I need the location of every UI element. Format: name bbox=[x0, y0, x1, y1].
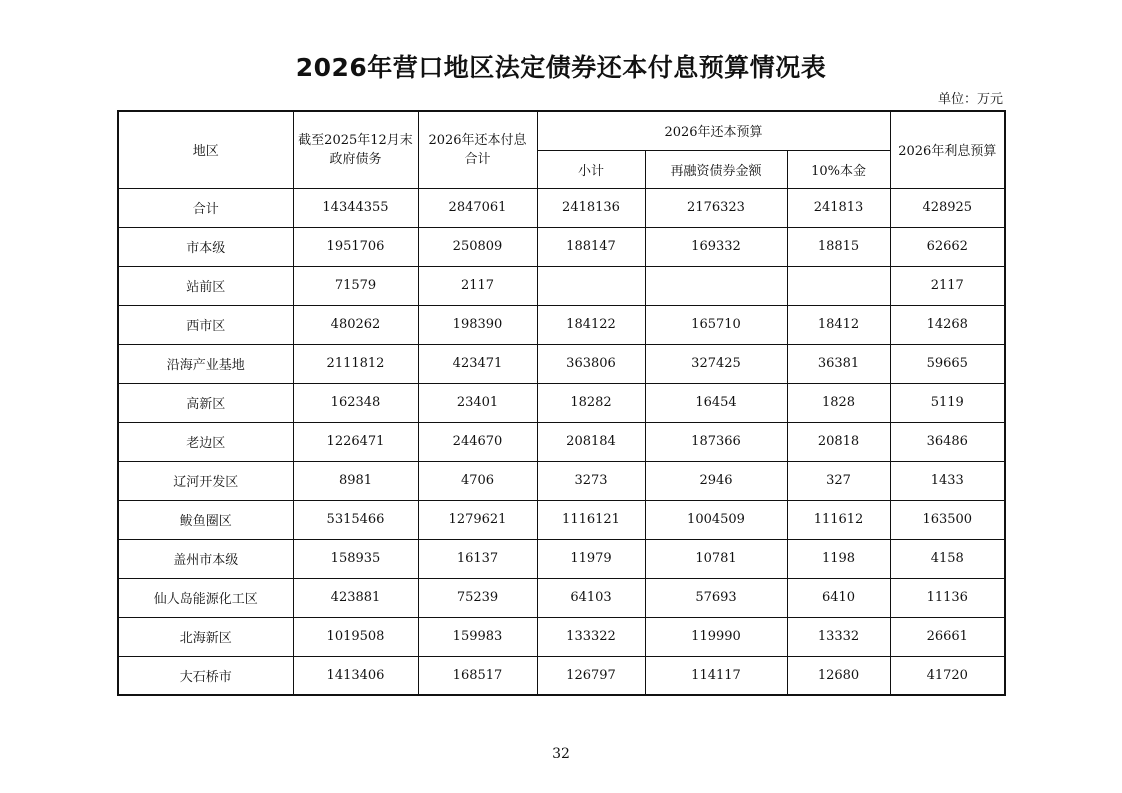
cell-total: 250809 bbox=[418, 227, 537, 266]
cell-subtotal: 208184 bbox=[537, 422, 645, 461]
table-row bbox=[118, 344, 1005, 383]
cell-subtotal: 126797 bbox=[537, 656, 645, 695]
table-row bbox=[118, 383, 1005, 422]
table-row bbox=[118, 500, 1005, 539]
cell-refinance bbox=[645, 266, 787, 305]
cell-ten-pct: 1828 bbox=[787, 383, 890, 422]
table-row bbox=[118, 227, 1005, 266]
cell-debt: 423881 bbox=[293, 578, 418, 617]
cell-debt: 162348 bbox=[293, 383, 418, 422]
cell-total: 423471 bbox=[418, 344, 537, 383]
cell-region: 大石桥市 bbox=[118, 656, 293, 695]
cell-total: 75239 bbox=[418, 578, 537, 617]
header-region: 地区 bbox=[118, 111, 293, 188]
cell-debt: 8981 bbox=[293, 461, 418, 500]
cell-interest: 163500 bbox=[890, 500, 1005, 539]
cell-region: 高新区 bbox=[118, 383, 293, 422]
header-total-repay: 2026年还本付息合计 bbox=[418, 111, 537, 188]
cell-interest: 59665 bbox=[890, 344, 1005, 383]
cell-region: 站前区 bbox=[118, 266, 293, 305]
header-subtotal: 小计 bbox=[537, 150, 645, 188]
cell-debt: 2111812 bbox=[293, 344, 418, 383]
cell-ten-pct: 12680 bbox=[787, 656, 890, 695]
unit-label: 单位：万元 bbox=[937, 92, 1003, 107]
cell-total: 198390 bbox=[418, 305, 537, 344]
cell-interest: 14268 bbox=[890, 305, 1005, 344]
cell-total: 4706 bbox=[418, 461, 537, 500]
cell-region: 北海新区 bbox=[118, 617, 293, 656]
cell-total: 23401 bbox=[418, 383, 537, 422]
cell-subtotal bbox=[537, 266, 645, 305]
cell-refinance: 10781 bbox=[645, 539, 787, 578]
cell-total: 2117 bbox=[418, 266, 537, 305]
cell-subtotal: 133322 bbox=[537, 617, 645, 656]
cell-refinance: 169332 bbox=[645, 227, 787, 266]
cell-interest: 41720 bbox=[890, 656, 1005, 695]
cell-refinance: 327425 bbox=[645, 344, 787, 383]
cell-region: 市本级 bbox=[118, 227, 293, 266]
cell-ten-pct: 13332 bbox=[787, 617, 890, 656]
cell-subtotal: 2418136 bbox=[537, 188, 645, 227]
cell-refinance: 2176323 bbox=[645, 188, 787, 227]
cell-ten-pct: 241813 bbox=[787, 188, 890, 227]
cell-refinance: 165710 bbox=[645, 305, 787, 344]
header-debt-balance: 截至2025年12月末政府债务 bbox=[293, 111, 418, 188]
header-refinance: 再融资债券金额 bbox=[645, 150, 787, 188]
page-number: 32 bbox=[552, 746, 570, 762]
cell-subtotal: 64103 bbox=[537, 578, 645, 617]
cell-refinance: 1004509 bbox=[645, 500, 787, 539]
cell-refinance: 16454 bbox=[645, 383, 787, 422]
table-row bbox=[118, 305, 1005, 344]
cell-subtotal: 11979 bbox=[537, 539, 645, 578]
cell-region: 仙人岛能源化工区 bbox=[118, 578, 293, 617]
budget-table bbox=[117, 110, 1006, 696]
cell-ten-pct: 20818 bbox=[787, 422, 890, 461]
cell-debt: 14344355 bbox=[293, 188, 418, 227]
cell-ten-pct: 36381 bbox=[787, 344, 890, 383]
page-title: 2026年营口地区法定债券还本付息预算情况表 bbox=[295, 53, 827, 82]
cell-refinance: 187366 bbox=[645, 422, 787, 461]
table-body bbox=[118, 188, 1005, 695]
table-row bbox=[118, 656, 1005, 695]
cell-refinance: 57693 bbox=[645, 578, 787, 617]
cell-total: 168517 bbox=[418, 656, 537, 695]
table-row bbox=[118, 539, 1005, 578]
total-row bbox=[118, 188, 1005, 227]
cell-ten-pct bbox=[787, 266, 890, 305]
cell-debt: 480262 bbox=[293, 305, 418, 344]
cell-total: 2847061 bbox=[418, 188, 537, 227]
cell-total: 16137 bbox=[418, 539, 537, 578]
cell-subtotal: 18282 bbox=[537, 383, 645, 422]
table-row bbox=[118, 266, 1005, 305]
cell-subtotal: 363806 bbox=[537, 344, 645, 383]
cell-interest: 11136 bbox=[890, 578, 1005, 617]
cell-subtotal: 188147 bbox=[537, 227, 645, 266]
cell-ten-pct: 18815 bbox=[787, 227, 890, 266]
cell-subtotal: 184122 bbox=[537, 305, 645, 344]
table-row bbox=[118, 422, 1005, 461]
cell-interest: 1433 bbox=[890, 461, 1005, 500]
cell-subtotal: 3273 bbox=[537, 461, 645, 500]
cell-region: 老边区 bbox=[118, 422, 293, 461]
cell-debt: 5315466 bbox=[293, 500, 418, 539]
cell-interest: 2117 bbox=[890, 266, 1005, 305]
cell-refinance: 119990 bbox=[645, 617, 787, 656]
header-interest: 2026年利息预算 bbox=[890, 111, 1005, 188]
cell-region: 合计 bbox=[118, 188, 293, 227]
cell-ten-pct: 327 bbox=[787, 461, 890, 500]
cell-interest: 36486 bbox=[890, 422, 1005, 461]
cell-debt: 1226471 bbox=[293, 422, 418, 461]
cell-ten-pct: 6410 bbox=[787, 578, 890, 617]
cell-debt: 1019508 bbox=[293, 617, 418, 656]
cell-subtotal: 1116121 bbox=[537, 500, 645, 539]
cell-interest: 62662 bbox=[890, 227, 1005, 266]
cell-total: 159983 bbox=[418, 617, 537, 656]
cell-total: 244670 bbox=[418, 422, 537, 461]
cell-interest: 428925 bbox=[890, 188, 1005, 227]
cell-debt: 1951706 bbox=[293, 227, 418, 266]
cell-debt: 71579 bbox=[293, 266, 418, 305]
cell-debt: 158935 bbox=[293, 539, 418, 578]
cell-region: 鲅鱼圈区 bbox=[118, 500, 293, 539]
header-ten-pct: 10%本金 bbox=[787, 150, 890, 188]
cell-region: 辽河开发区 bbox=[118, 461, 293, 500]
table-row bbox=[118, 461, 1005, 500]
cell-debt: 1413406 bbox=[293, 656, 418, 695]
cell-total: 1279621 bbox=[418, 500, 537, 539]
cell-interest: 4158 bbox=[890, 539, 1005, 578]
cell-region: 沿海产业基地 bbox=[118, 344, 293, 383]
cell-ten-pct: 1198 bbox=[787, 539, 890, 578]
header-principal-budget: 2026年还本预算 bbox=[537, 111, 890, 150]
table-row bbox=[118, 578, 1005, 617]
cell-refinance: 2946 bbox=[645, 461, 787, 500]
cell-refinance: 114117 bbox=[645, 656, 787, 695]
cell-region: 西市区 bbox=[118, 305, 293, 344]
cell-ten-pct: 111612 bbox=[787, 500, 890, 539]
table-row bbox=[118, 617, 1005, 656]
cell-interest: 5119 bbox=[890, 383, 1005, 422]
cell-region: 盖州市本级 bbox=[118, 539, 293, 578]
cell-interest: 26661 bbox=[890, 617, 1005, 656]
table-header bbox=[118, 111, 1005, 188]
cell-ten-pct: 18412 bbox=[787, 305, 890, 344]
